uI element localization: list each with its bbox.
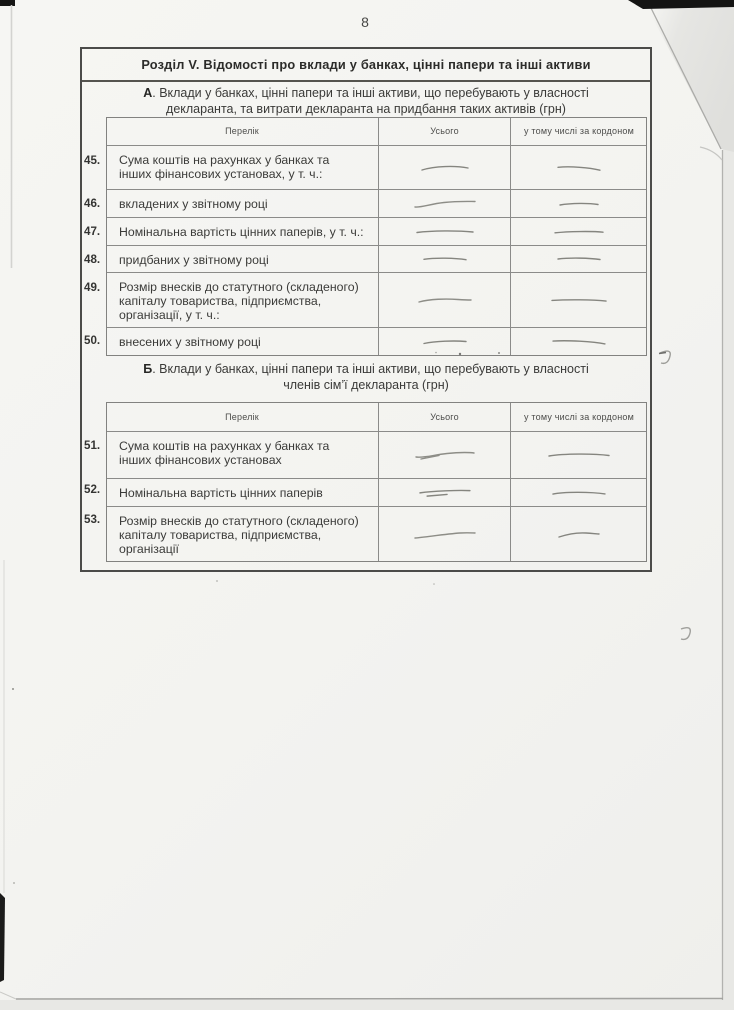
handwritten-dash-icon bbox=[421, 336, 469, 348]
row-number: 46. bbox=[84, 197, 101, 210]
right-edge-shadow bbox=[723, 140, 734, 1010]
handwritten-dash-icon bbox=[546, 449, 612, 461]
handwritten-dash-icon bbox=[416, 294, 474, 306]
table-a-declarant-assets bbox=[105, 116, 648, 357]
row-53-label: Розмір внесків до статутного (складеного) капіталу товариства, підприємства, організації bbox=[119, 514, 359, 556]
row-50-label: внесених у звітному році bbox=[119, 335, 261, 349]
row-number: 53. bbox=[84, 513, 101, 526]
row-51-abroad-cell[interactable] bbox=[511, 432, 647, 479]
handwritten-dash-icon bbox=[413, 448, 477, 462]
handwritten-dash-icon bbox=[557, 198, 601, 210]
row-number: 49. bbox=[84, 281, 101, 294]
column-header-total: Усього bbox=[379, 402, 511, 432]
table-row-50 bbox=[106, 328, 647, 356]
row-46-label: вкладених у звітному році bbox=[119, 197, 268, 211]
table-a-header-row bbox=[106, 117, 647, 146]
row-51-label: Сума коштів на рахунках у банках та інших фінансових установах bbox=[119, 439, 330, 467]
row-46-total-cell[interactable] bbox=[379, 190, 511, 218]
handwritten-dash-icon bbox=[412, 528, 478, 542]
bottom-edge-shadow bbox=[0, 1000, 734, 1010]
subsection-a-letter: А bbox=[143, 86, 153, 100]
table-row-49 bbox=[106, 273, 647, 328]
handwritten-dash-icon bbox=[416, 485, 472, 501]
page-number: 8 bbox=[361, 14, 369, 30]
handwritten-dash-icon bbox=[420, 252, 468, 266]
row-49-total-cell[interactable] bbox=[379, 273, 511, 328]
row-51-total-cell[interactable] bbox=[379, 432, 511, 479]
row-50-total-cell[interactable] bbox=[379, 328, 511, 356]
row-48-total-cell[interactable] bbox=[379, 246, 511, 273]
column-header-list: Перелік bbox=[106, 402, 379, 432]
subsection-b-letter: Б bbox=[143, 362, 153, 376]
subsection-b-line1: Б. Вклади у банках, цінні папери та інші активи, що перебувають у власності bbox=[143, 362, 589, 376]
column-header-total: Усього bbox=[379, 117, 511, 146]
row-53-total-cell[interactable] bbox=[379, 507, 511, 562]
subsection-a-line2: декларанта, та витрати декларанта на придбання таких активів (грн) bbox=[166, 101, 566, 116]
table-row-45 bbox=[106, 146, 647, 190]
table-row-51 bbox=[106, 432, 647, 479]
row-52-total-cell[interactable] bbox=[379, 479, 511, 507]
handwritten-dash-icon bbox=[550, 335, 608, 349]
row-47-label: Номінальна вартість цінних паперів, у т. ч.: bbox=[119, 225, 364, 239]
handwritten-dash-icon bbox=[556, 528, 602, 542]
table-row-52 bbox=[106, 479, 647, 507]
handwritten-dash-icon bbox=[412, 197, 478, 211]
table-row-53 bbox=[106, 507, 647, 562]
handwritten-dash-icon bbox=[549, 293, 609, 307]
row-number: 51. bbox=[84, 439, 101, 452]
row-49-abroad-cell[interactable] bbox=[511, 273, 647, 328]
table-row-47 bbox=[106, 218, 647, 246]
table-b-header-row bbox=[106, 402, 647, 432]
column-header-abroad: у тому числі за кордоном bbox=[511, 402, 647, 432]
row-50-abroad-cell[interactable] bbox=[511, 328, 647, 356]
row-45-label: Сума коштів на рахунках у банках та інших фінансових установах, у т. ч.: bbox=[119, 153, 330, 181]
row-number: 45. bbox=[84, 154, 101, 167]
section-v-title: Розділ V. Відомості про вклади у банках, цінні папери та інші активи bbox=[82, 49, 650, 82]
row-45-total-cell[interactable] bbox=[379, 146, 511, 190]
subsection-b-line2: членів сім’ї декларанта (грн) bbox=[283, 377, 449, 392]
row-number: 50. bbox=[84, 334, 101, 347]
column-header-list: Перелік bbox=[106, 117, 379, 146]
table-row-48 bbox=[106, 246, 647, 273]
handwritten-dash-icon bbox=[555, 253, 603, 265]
handwritten-dash-icon bbox=[555, 161, 603, 175]
row-47-total-cell[interactable] bbox=[379, 218, 511, 246]
table-b-family-assets bbox=[105, 401, 648, 563]
declaration-form-section-v bbox=[80, 47, 652, 572]
handwritten-dash-icon bbox=[552, 225, 606, 239]
subsection-b-heading bbox=[82, 362, 650, 393]
column-header-abroad: у тому числі за кордоном bbox=[511, 117, 647, 146]
row-46-abroad-cell[interactable] bbox=[511, 190, 647, 218]
row-48-label: придбаних у звітному році bbox=[119, 253, 269, 267]
row-49-label: Розмір внесків до статутного (складеного) капіталу товариства, підприємства, організації, у т. ч.: bbox=[119, 280, 359, 322]
row-53-abroad-cell[interactable] bbox=[511, 507, 647, 562]
handwritten-dash-icon bbox=[419, 162, 471, 174]
subsection-a-heading bbox=[82, 86, 650, 117]
row-48-abroad-cell[interactable] bbox=[511, 246, 647, 273]
subsection-a-line1: А. Вклади у банках, цінні папери та інші активи, що перебувають у власності bbox=[143, 86, 589, 100]
table-row-46 bbox=[106, 190, 647, 218]
handwritten-dash-icon bbox=[550, 485, 608, 499]
row-number: 52. bbox=[84, 483, 101, 496]
handwritten-dash-icon bbox=[414, 226, 476, 238]
row-number: 47. bbox=[84, 225, 101, 238]
row-number: 48. bbox=[84, 253, 101, 266]
row-52-abroad-cell[interactable] bbox=[511, 479, 647, 507]
row-47-abroad-cell[interactable] bbox=[511, 218, 647, 246]
row-45-abroad-cell[interactable] bbox=[511, 146, 647, 190]
row-52-label: Номінальна вартість цінних паперів bbox=[119, 486, 323, 500]
